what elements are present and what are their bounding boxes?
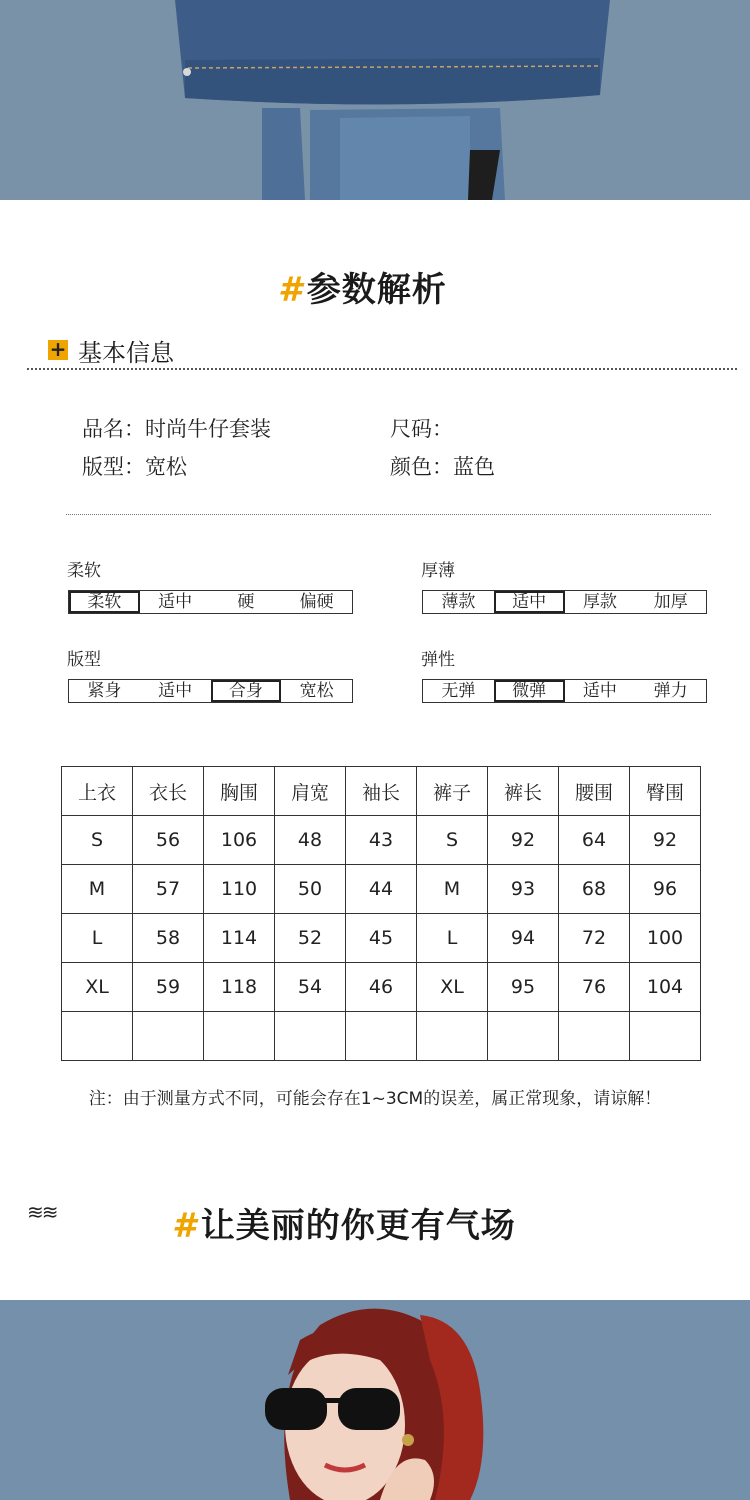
table-cell: 44	[346, 865, 417, 914]
attr-option: 硬	[237, 592, 255, 612]
attr-scale-fit	[68, 679, 353, 703]
info-label-fit: 版型：	[82, 455, 145, 479]
table-cell: 92	[630, 816, 701, 865]
table-cell	[417, 1012, 488, 1061]
table-cell: 92	[488, 816, 559, 865]
table-cell	[630, 1012, 701, 1061]
table-header-cell: 裤长	[488, 767, 559, 816]
hash-deco-icon: #	[278, 270, 302, 310]
table-header-cell: 肩宽	[275, 767, 346, 816]
table-cell: 45	[346, 914, 417, 963]
table-row	[62, 816, 701, 865]
table-row	[62, 963, 701, 1012]
table-cell: 95	[488, 963, 559, 1012]
attr-option: 加厚	[653, 592, 688, 612]
table-header-cell: 胸围	[204, 767, 275, 816]
section-title-text: 参数解析	[306, 270, 447, 310]
info-size	[390, 413, 453, 443]
attr-option: 适中	[494, 591, 565, 613]
plus-icon: +	[49, 337, 67, 361]
table-cell: 46	[346, 963, 417, 1012]
table-row	[62, 865, 701, 914]
dotted-divider	[27, 368, 737, 370]
measurement-note: 注：由于测量方式不同，可能会存在1~3CM的误差，属正常现象，请谅解！	[88, 1089, 662, 1109]
table-cell: 54	[275, 963, 346, 1012]
table-row	[62, 1012, 701, 1061]
attr-scale-softness	[68, 590, 353, 614]
attr-option: 合身	[211, 680, 282, 702]
attr-option: 柔软	[69, 591, 140, 613]
model-photo-bottom	[0, 1300, 750, 1500]
product-photo-top	[0, 0, 750, 200]
table-cell	[204, 1012, 275, 1061]
attr-option: 偏硬	[299, 592, 334, 612]
table-cell: 118	[204, 963, 275, 1012]
wave-icon: ≋≋	[27, 1200, 57, 1224]
table-cell: 110	[204, 865, 275, 914]
table-cell: 93	[488, 865, 559, 914]
table-cell	[559, 1012, 630, 1061]
attr-option: 无弹	[441, 681, 476, 701]
size-table	[61, 766, 701, 1061]
table-header-cell: 袖长	[346, 767, 417, 816]
table-cell: XL	[62, 963, 133, 1012]
table-header-cell: 衣长	[133, 767, 204, 816]
info-product-name	[82, 413, 271, 443]
table-cell: 72	[559, 914, 630, 963]
attr-option: 适中	[582, 681, 617, 701]
table-cell: 104	[630, 963, 701, 1012]
table-cell: M	[62, 865, 133, 914]
table-cell: 52	[275, 914, 346, 963]
info-fit	[82, 451, 187, 481]
info-label-size: 尺码：	[390, 417, 453, 441]
hash-deco-icon: #	[172, 1206, 196, 1246]
table-cell: XL	[417, 963, 488, 1012]
table-cell: S	[62, 816, 133, 865]
table-cell: S	[417, 816, 488, 865]
info-value-color: 蓝色	[453, 455, 495, 479]
table-cell: 59	[133, 963, 204, 1012]
info-label-name: 品名：	[82, 417, 145, 441]
attr-label-thickness: 厚薄	[421, 561, 455, 581]
table-cell: 94	[488, 914, 559, 963]
table-cell	[346, 1012, 417, 1061]
table-cell: 76	[559, 963, 630, 1012]
attr-option: 紧身	[87, 681, 122, 701]
table-cell: M	[417, 865, 488, 914]
table-cell: 64	[559, 816, 630, 865]
attr-option: 宽松	[299, 681, 334, 701]
table-cell: 114	[204, 914, 275, 963]
section-title-text: 让美丽的你更有气场	[200, 1206, 516, 1246]
attr-option: 弹力	[653, 681, 688, 701]
info-value-fit: 宽松	[145, 455, 187, 479]
table-header-cell: 裤子	[417, 767, 488, 816]
table-cell	[488, 1012, 559, 1061]
attr-option: 厚款	[582, 592, 617, 612]
table-header-cell: 上衣	[62, 767, 133, 816]
table-cell: 50	[275, 865, 346, 914]
table-cell	[133, 1012, 204, 1061]
table-cell: 43	[346, 816, 417, 865]
table-cell: 68	[559, 865, 630, 914]
table-cell: 100	[630, 914, 701, 963]
table-cell	[275, 1012, 346, 1061]
attr-label-elasticity: 弹性	[421, 650, 455, 670]
attr-option: 薄款	[441, 592, 476, 612]
table-cell: L	[62, 914, 133, 963]
info-color	[390, 451, 495, 481]
info-value-name: 时尚牛仔套装	[145, 417, 271, 441]
table-cell: 96	[630, 865, 701, 914]
attr-option: 微弹	[494, 680, 565, 702]
section-title-params	[278, 262, 447, 311]
section-title-slogan	[172, 1198, 516, 1247]
attr-scale-elasticity	[422, 679, 707, 703]
table-cell: 58	[133, 914, 204, 963]
table-cell: 48	[275, 816, 346, 865]
table-cell: 56	[133, 816, 204, 865]
table-cell: L	[417, 914, 488, 963]
basic-info-title: 基本信息	[78, 339, 174, 367]
dotted-divider-2	[66, 514, 711, 515]
table-cell	[62, 1012, 133, 1061]
table-header-cell: 臀围	[630, 767, 701, 816]
attr-label-softness: 柔软	[67, 561, 101, 581]
table-header-cell: 腰围	[559, 767, 630, 816]
attr-option: 适中	[158, 592, 193, 612]
attr-scale-thickness	[422, 590, 707, 614]
table-header-row	[62, 767, 701, 816]
attr-label-fit: 版型	[67, 650, 101, 670]
table-cell: 57	[133, 865, 204, 914]
table-cell: 106	[204, 816, 275, 865]
info-label-color: 颜色：	[390, 455, 453, 479]
table-row	[62, 914, 701, 963]
attr-option: 适中	[158, 681, 193, 701]
